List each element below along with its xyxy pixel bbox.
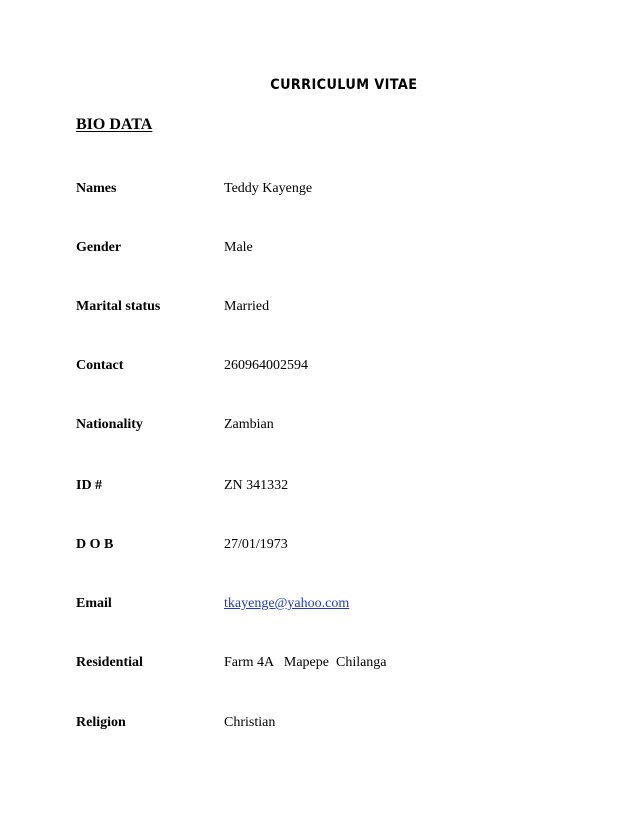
field-label: Marital status — [76, 299, 161, 314]
field-label: Religion — [76, 715, 126, 730]
field-value: Christian — [224, 715, 276, 730]
field-row-nationality — [76, 417, 556, 437]
document-title — [26, 77, 613, 93]
field-row-names — [76, 181, 556, 201]
document-title-text: CURRICULUM VITAE — [270, 77, 418, 93]
field-label: Gender — [76, 240, 122, 255]
field-row-id — [76, 478, 556, 498]
section-heading-bio-data: BIO DATA — [76, 116, 153, 133]
field-label: D O B — [76, 537, 114, 552]
field-value: 27/01/1973 — [224, 537, 288, 552]
field-value: ZN 341332 — [224, 478, 289, 493]
field-value: 260964002594 — [224, 358, 308, 373]
field-label: Nationality — [76, 417, 143, 432]
field-label: ID # — [76, 478, 103, 493]
field-label: Contact — [76, 358, 124, 373]
field-row-email — [76, 596, 556, 616]
email-link[interactable]: tkayenge@yahoo.com — [224, 596, 350, 611]
field-value: Male — [224, 240, 253, 255]
field-value: Teddy Kayenge — [224, 181, 313, 196]
field-label: Email — [76, 596, 112, 611]
field-value: Married — [224, 299, 270, 314]
field-row-residential — [76, 655, 556, 675]
field-row-religion — [76, 715, 556, 735]
field-label: Names — [76, 181, 117, 196]
field-row-gender — [76, 240, 556, 260]
field-value: Farm 4A Mapepe Chilanga — [224, 655, 387, 670]
field-value: Zambian — [224, 417, 274, 432]
field-row-contact — [76, 358, 556, 378]
field-row-dob — [76, 537, 556, 557]
field-row-marital-status — [76, 299, 556, 319]
field-label: Residential — [76, 655, 143, 670]
